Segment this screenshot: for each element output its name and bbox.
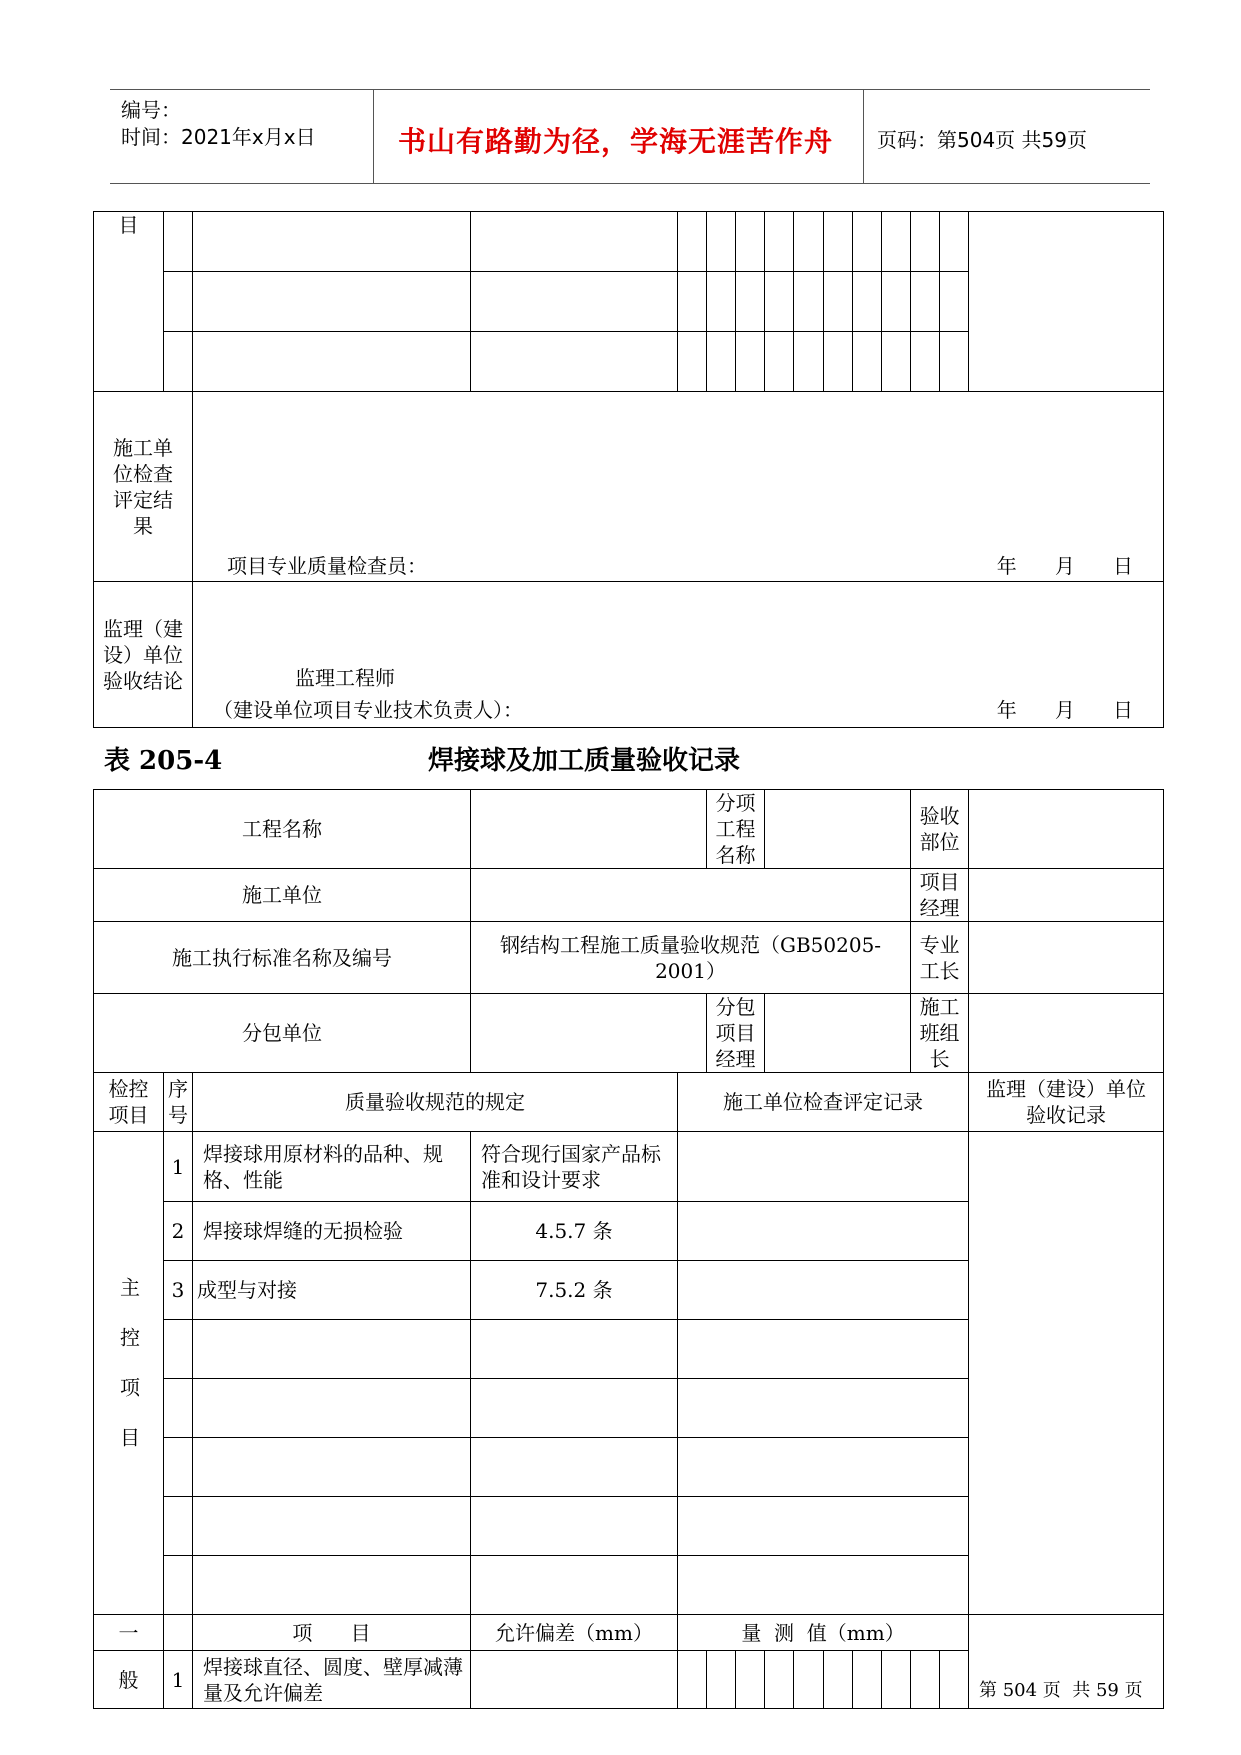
measure-cell-10[interactable] xyxy=(940,1651,969,1709)
measure-cell-4[interactable] xyxy=(765,1651,794,1709)
col-spec: 质量验收规范的规定 xyxy=(193,1073,678,1132)
acceptance-part-label: 验收部位 xyxy=(911,790,969,869)
engineer-label: 监理工程师 xyxy=(295,665,395,690)
header-divider-1 xyxy=(373,90,374,184)
project-manager-value[interactable] xyxy=(969,869,1164,922)
general-col-item-text: 项 目 xyxy=(292,1620,371,1645)
team-leader-value[interactable] xyxy=(969,994,1164,1073)
col-seq xyxy=(164,1073,193,1132)
supervision-label: 监理（建设）单位验收结论 xyxy=(103,616,183,693)
main-row-2-seq: 2 xyxy=(164,1202,193,1261)
project-name-label: 工程名称 xyxy=(94,790,471,869)
general-col-item xyxy=(193,1615,471,1651)
main-row-3-seq: 3 xyxy=(164,1261,193,1320)
general-char-1: 一 xyxy=(94,1615,164,1651)
main-row-1-seq: 1 xyxy=(164,1132,193,1202)
main-row-2-spec: 4.5.7 条 xyxy=(471,1202,678,1261)
col-supervision-record xyxy=(969,1073,1164,1132)
subcontract-unit-label: 分包单位 xyxy=(94,994,471,1073)
acceptance-part-value[interactable] xyxy=(969,790,1164,869)
weld-ball-acceptance-table xyxy=(93,789,1164,1709)
col-supervision-record-text: 监理（建设）单位验收记录 xyxy=(986,1077,1147,1127)
main-supervision-record[interactable] xyxy=(969,1132,1164,1615)
general-col-tolerance: 允许偏差（mm） xyxy=(471,1615,678,1651)
top-continuation-table xyxy=(93,211,1164,728)
col-seq-text: 序号 xyxy=(168,1077,188,1127)
subcontract-manager-value[interactable] xyxy=(765,994,911,1073)
main-control-label: 主控项目 xyxy=(116,1277,141,1477)
item-tail-text: 目 xyxy=(118,213,139,237)
col-check-item xyxy=(94,1073,164,1132)
sub-project-name-value[interactable] xyxy=(765,790,911,869)
measure-cell-1[interactable] xyxy=(678,1651,707,1709)
table-number: 表 205-4 xyxy=(104,746,223,776)
main-row-3-record[interactable] xyxy=(678,1261,969,1320)
main-row-2-record[interactable] xyxy=(678,1202,969,1261)
general-row-1-seq: 1 xyxy=(164,1651,193,1709)
measure-cell-7[interactable] xyxy=(853,1651,882,1709)
header-number-label: 编号： xyxy=(121,98,181,122)
general-col-measured xyxy=(678,1615,969,1651)
header-motto: 书山有路勤为径，学海无涯苦作舟 xyxy=(398,125,834,158)
general-row-1-tolerance[interactable] xyxy=(471,1651,678,1709)
construction-result-label-cell xyxy=(94,392,193,582)
team-leader-label: 施工班组长 xyxy=(911,994,969,1073)
measure-cell-6[interactable] xyxy=(824,1651,853,1709)
standard-label-text: 施工执行标准名称及编号 xyxy=(172,945,392,970)
construction-result-label: 施工单位检查评定结果 xyxy=(113,435,173,538)
main-row-1-spec: 符合现行国家产品标准和设计要求 xyxy=(471,1132,678,1202)
header-divider-2 xyxy=(863,90,864,184)
main-control-label-cell xyxy=(94,1132,164,1615)
construction-unit-label: 施工单位 xyxy=(94,869,471,922)
main-row-1-record[interactable] xyxy=(678,1132,969,1202)
item-tail-cell xyxy=(94,212,164,392)
header-page-label: 页码：第504页 共59页 xyxy=(877,128,1087,152)
form-title: 焊接球及加工质量验收记录 xyxy=(428,746,741,776)
header-top-rule xyxy=(110,89,1150,90)
standard-value: 钢结构工程施工质量验收规范（GB50205-2001） xyxy=(471,922,911,994)
measure-cell-5[interactable] xyxy=(794,1651,824,1709)
subcontract-manager-label: 分包项目经理 xyxy=(707,994,765,1073)
general-row-1-item: 焊接球直径、圆度、壁厚减薄量及允许偏差 xyxy=(193,1651,471,1709)
inspector-label: 项目专业质量检查员： xyxy=(227,554,427,578)
inspector-date: 年 月 日 xyxy=(996,554,1133,578)
project-manager-label: 项目经理 xyxy=(911,869,969,922)
col-construction-record: 施工单位检查评定记录 xyxy=(678,1073,969,1132)
col-check-item-text: 检控项目 xyxy=(108,1077,149,1127)
header-time-label: 时间：2021年x月x日 xyxy=(121,125,316,149)
measure-cell-3[interactable] xyxy=(736,1651,765,1709)
supervision-label-cell xyxy=(94,582,193,728)
foreman-value[interactable] xyxy=(969,922,1164,994)
owner-tech-label: （建设单位项目专业技术负责人）： xyxy=(213,697,523,722)
construction-unit-value[interactable] xyxy=(471,869,911,922)
measure-cell-9[interactable] xyxy=(911,1651,940,1709)
supervision-date: 年 月 日 xyxy=(996,697,1133,722)
measure-cell-2[interactable] xyxy=(707,1651,736,1709)
subcontract-unit-value[interactable] xyxy=(471,994,707,1073)
general-char-2: 般 xyxy=(94,1651,164,1709)
sub-project-name-label: 分项工程名称 xyxy=(707,790,765,869)
footer-page-number: 第 504 页 共 59 页 xyxy=(979,1680,1143,1701)
project-name-value[interactable] xyxy=(471,790,707,869)
measure-cell-8[interactable] xyxy=(882,1651,911,1709)
main-row-1-item: 焊接球用原材料的品种、规格、性能 xyxy=(193,1132,471,1202)
header-bottom-rule xyxy=(110,183,1150,184)
main-row-3-spec: 7.5.2 条 xyxy=(471,1261,678,1320)
foreman-label: 专业工长 xyxy=(911,922,969,994)
main-row-3-item: 成型与对接 xyxy=(193,1261,471,1320)
general-col-measured-text: 量 测 值（mm） xyxy=(741,1620,905,1645)
standard-label xyxy=(94,922,471,994)
main-row-2-item: 焊接球焊缝的无损检验 xyxy=(193,1202,471,1261)
